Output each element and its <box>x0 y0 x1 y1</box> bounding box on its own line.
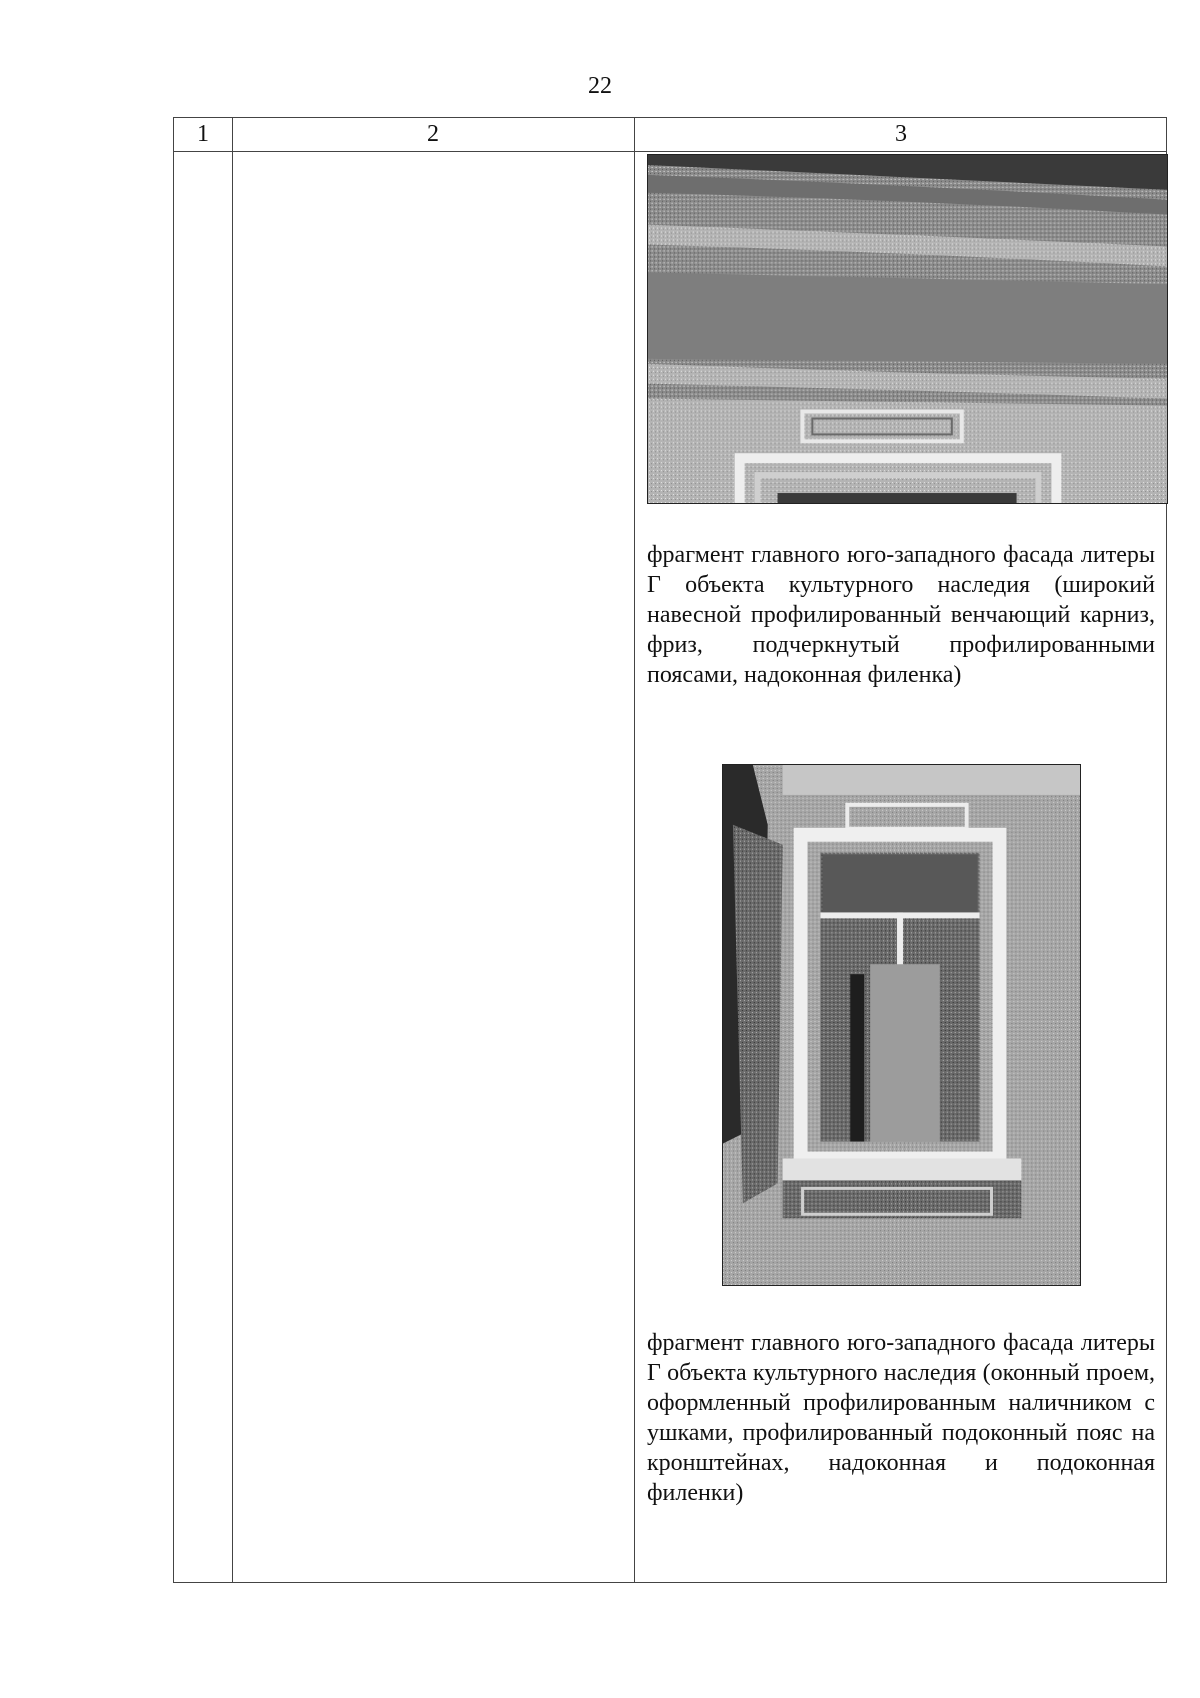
column-divider <box>232 118 233 1582</box>
column-divider <box>634 118 635 1582</box>
column-header-2: 2 <box>427 121 439 147</box>
facade-cornice-photo <box>647 154 1168 504</box>
photo-caption-1: фрагмент главного юго-западного фасада литеры Г объекта культурного наследия (широкий навесной профилированный венчающий карниз, фриз, подчеркнутый профилированными поясами, надоконная филенка) <box>647 542 1155 688</box>
photo-caption-2: фрагмент главного юго-западного фасада литеры Г объекта культурного наследия (оконный проем, оформленный профилированным наличником с ушками, профилированный подоконный пояс на кронштейнах, надоконная и подоконная филенки) <box>647 1330 1155 1506</box>
column-header-1: 1 <box>197 121 209 147</box>
page-number: 22 <box>588 73 612 99</box>
column-header-3: 3 <box>895 121 907 147</box>
header-divider <box>174 151 1166 152</box>
facade-window-photo <box>722 764 1081 1286</box>
document-table <box>173 117 1167 1583</box>
